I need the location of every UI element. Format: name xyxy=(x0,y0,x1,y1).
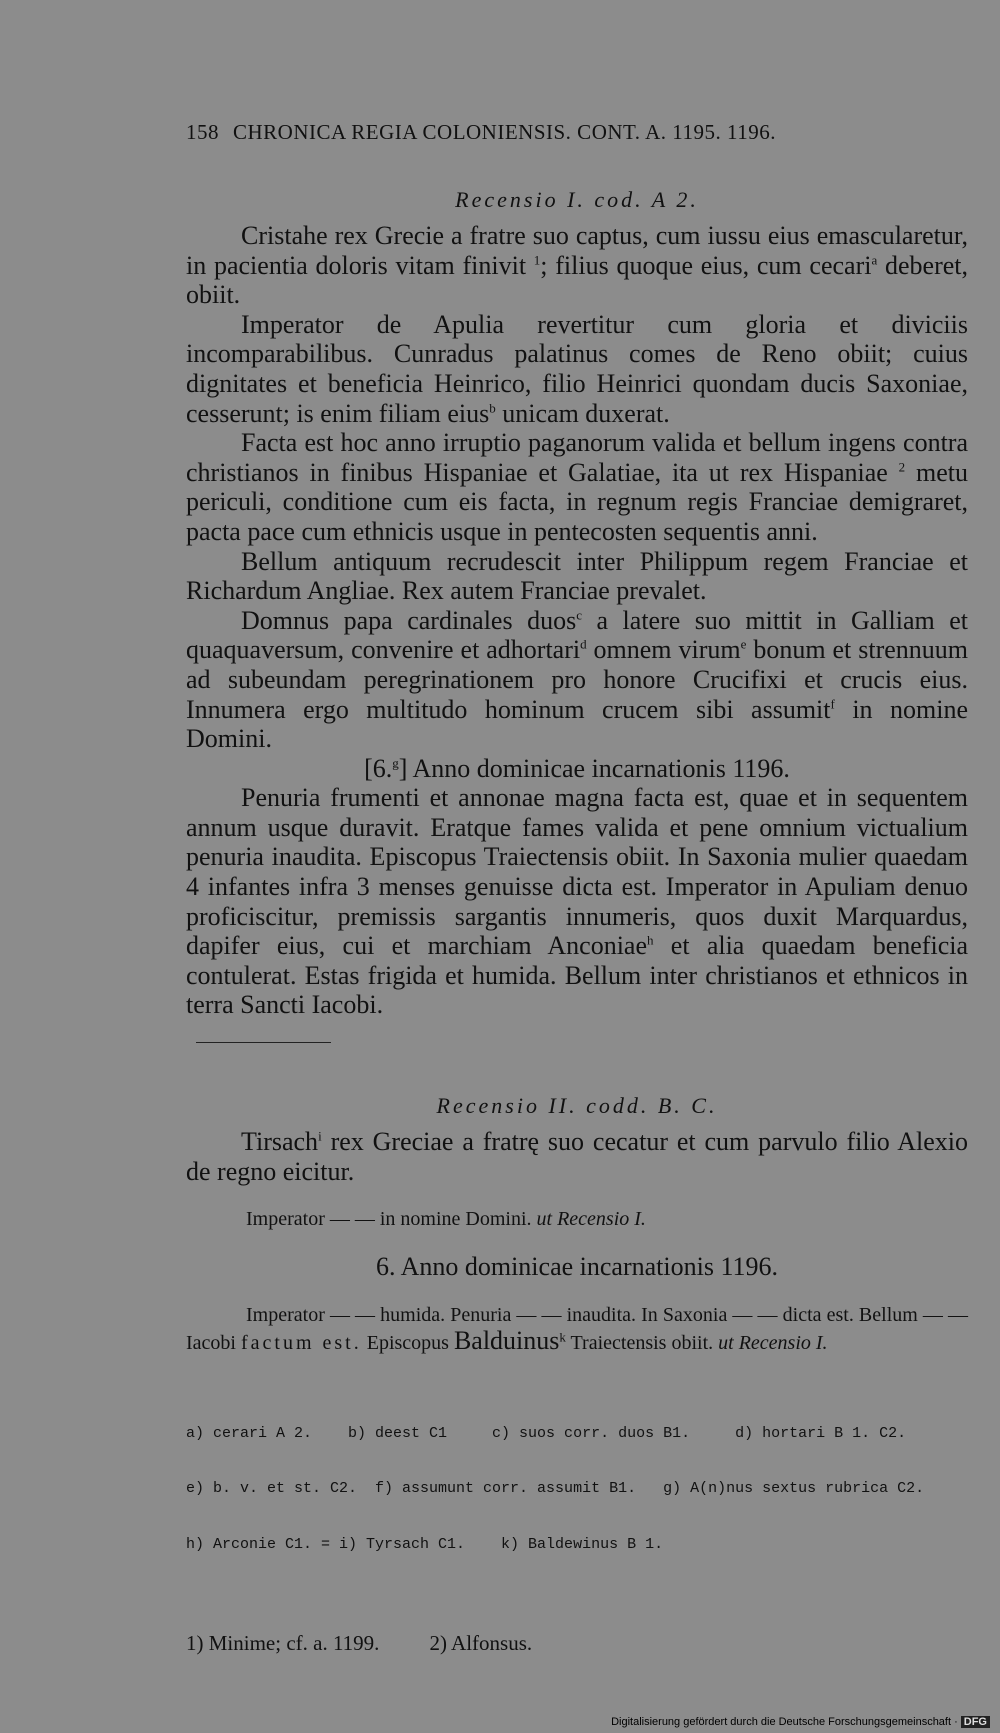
recensio2-heading: Recensio II. codd. B. C. xyxy=(436,1093,718,1119)
section-divider xyxy=(196,1042,331,1043)
critical-apparatus xyxy=(186,1388,968,1592)
rec2-paragraph-2: Imperator — — in nomine Domini. ut Recensio I. xyxy=(246,1208,646,1231)
running-title: CHRONICA REGIA COLONIENSIS. CONT. A. 1195. 1196. xyxy=(233,120,776,144)
note-line: h) Arconie C1. = i) Tyrsach C1. k) Baldewinus B 1. xyxy=(186,1535,664,1553)
page-number: 158 xyxy=(186,120,219,144)
rec2-paragraph-1: Tirsach$^i$ rex Greciae a fratrę suo cecatur et cum parvulo filio Alexio de regno eicitur. xyxy=(186,1127,968,1186)
running-header xyxy=(186,120,968,145)
rec1-paragraph-6: Penuria frumenti et annonae magna facta est, quae et in sequentem annum usque duravit. Eratque fames valida et pene omnium victualium penuria inaudita. Episcopus Traiectensis obiit. In Saxonia mulier quaedam 4 infantes infra 3 menses genuisse dicta est. Imperator in Apuliam denuo proficiscitur, premissis sargantis innumeris, quos duxit Marquardus, dapifer eius, cui et marchiam Anconiae$^h$ et alia quaedam beneficia contulerat. Estas frigida et humida. Bellum inter christianos et ethnicos in terra Sancti Iacobi. xyxy=(186,783,968,1020)
rec2-paragraph-3: Imperator — — humida. Penuria — — inaudita. In Saxonia — — dicta est. Bellum — — Iacobi factum est. Episcopus Balduinus$^k$ Traiectensis obiit. ut Recensio I. xyxy=(186,1303,968,1355)
rec1-paragraph-4: Bellum antiquum recrudescit inter Philippum regem Franciae et Richardum Angliae. Rex autem Franciae prevalet. xyxy=(186,546,968,606)
rec2-year-line: 6. Anno dominicae incarnationis 1196. xyxy=(376,1252,778,1282)
rec1-paragraph-1: Cristahe rex Grecie a fratre suo captus, cum iussu eius emascularetur, in pacientia doloris vitam finivit $^1$; filius quoque eius, cum cecari$^a$ deberet, obiit. xyxy=(186,221,968,310)
note-line: e) b. v. et st. C2. f) assumunt corr. assumit B1. g) A(n)nus sextus rubrica C2. xyxy=(186,1480,925,1498)
dfg-logo: DFG xyxy=(961,1716,990,1728)
footnote-2: 2) Alfonsus. xyxy=(429,1631,533,1656)
rec1-paragraph-3: Facta est hoc anno irruptio paganorum valida et bellum ingens contra christianos in finibus Hispaniae et Galatiae, ita ut rex Hispaniae $^2$ metu periculi, conditione cum eis facta, in regnum regis Franciae demigraret, pacta pace cum ethnicis usque in pentecosten sequentis anni. xyxy=(186,428,968,546)
footnote-1: 1) Minime; cf. a. 1199. xyxy=(186,1631,380,1656)
rec1-paragraph-5: Domnus papa cardinales duos$^c$ a latere suo mittit in Galliam et quaquaversum, convenire et adhortari$^d$ omnem virum$^e$ bonum et strennuum ad subeundam peregrinationem pro honore Crucifixi et crucis eius. Innumera ergo multitudo hominum crucem sibi assumit$^f$ in nomine Domini. xyxy=(186,605,968,754)
document-page xyxy=(186,120,968,1656)
note-line: a) cerari A 2. b) deest C1 c) suos corr. duos B1. d) hortari B 1. C2. xyxy=(186,1424,907,1442)
recensio1-heading: Recensio I. cod. A 2. xyxy=(455,187,699,212)
rec1-year-line: [6.$^g$] Anno dominicae incarnationis 1196. xyxy=(364,753,790,783)
footnote-references xyxy=(186,1631,968,1656)
digitization-credit: Digitalisierung gefördert durch die Deutsche Forschungsgemeinschaft · DFG xyxy=(611,1716,990,1728)
rec1-paragraph-2: Imperator de Apulia revertitur cum gloria et diviciis incomparabilibus. Cunradus palatinus comes de Reno obiit; cuius dignitates et beneficia Heinrico, filio Heinrici quondam ducis Saxoniae, cesserunt; is enim filiam eius$^b$ unicam duxerat. xyxy=(186,309,968,428)
